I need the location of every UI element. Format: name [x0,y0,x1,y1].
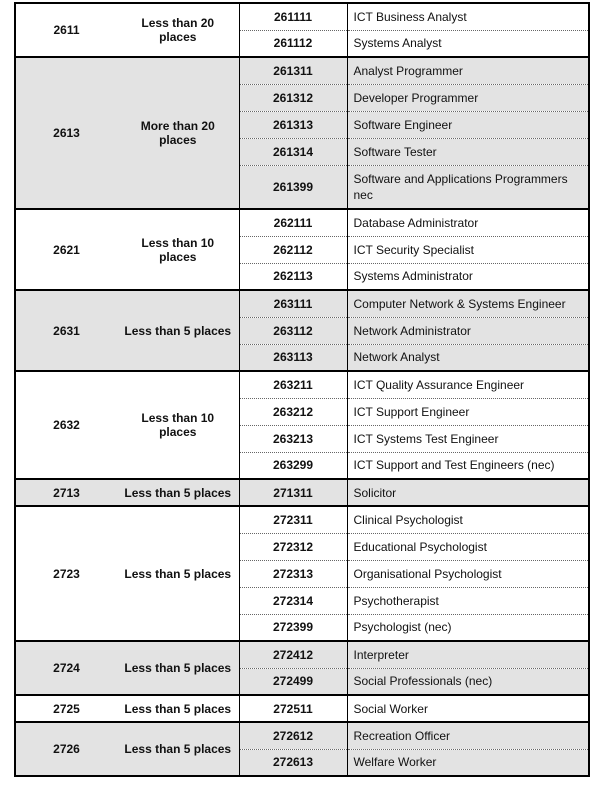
occupation-code: 272312 [239,533,347,560]
occupation-name: Systems Administrator [347,263,589,290]
unit-group-code: 2613 [15,57,117,209]
unit-group-code: 2726 [15,722,117,776]
occupation-code: 272613 [239,749,347,776]
occupation-code: 263213 [239,425,347,452]
occupation-name: Welfare Worker [347,749,589,776]
table-row [15,3,589,30]
places-available: Less than 10 places [117,209,239,290]
occupation-name: ICT Security Specialist [347,236,589,263]
occupation-name: Network Administrator [347,317,589,344]
occupation-name: ICT Systems Test Engineer [347,425,589,452]
occupation-code: 261111 [239,3,347,30]
places-available: Less than 5 places [117,479,239,506]
occupation-code: 262112 [239,236,347,263]
table-row [15,57,589,84]
occupation-code: 261311 [239,57,347,84]
occupation-name: ICT Quality Assurance Engineer [347,371,589,398]
places-available: More than 20 places [117,57,239,209]
table-row [15,641,589,668]
occupation-code: 262113 [239,263,347,290]
occupation-code: 261313 [239,111,347,138]
occupation-code: 271311 [239,479,347,506]
occupation-name: Clinical Psychologist [347,506,589,533]
occupation-name: Psychologist (nec) [347,614,589,641]
occupation-name: Developer Programmer [347,84,589,111]
occupation-name: Computer Network & Systems Engineer [347,290,589,317]
occupation-code: 272412 [239,641,347,668]
occupation-name: Analyst Programmer [347,57,589,84]
places-available: Less than 20 places [117,3,239,57]
unit-group-code: 2632 [15,371,117,479]
occupation-code: 263299 [239,452,347,479]
occupation-code: 263113 [239,344,347,371]
occupation-code: 261314 [239,138,347,165]
occupation-name: ICT Business Analyst [347,3,589,30]
occupation-name: Network Analyst [347,344,589,371]
unit-group-code: 2621 [15,209,117,290]
table-row [15,722,589,749]
unit-group-code: 2723 [15,506,117,641]
occupation-name: Psychotherapist [347,587,589,614]
occupation-name: Systems Analyst [347,30,589,57]
places-available: Less than 5 places [117,722,239,776]
occupation-code: 272612 [239,722,347,749]
occupation-code: 261312 [239,84,347,111]
table-row [15,371,589,398]
occupation-code: 261399 [239,165,347,209]
occupation-name: Social Professionals (nec) [347,668,589,695]
occupation-code: 263112 [239,317,347,344]
places-available: Less than 5 places [117,290,239,371]
occupation-name: Solicitor [347,479,589,506]
unit-group-code: 2724 [15,641,117,695]
occupation-name: Software and Applications Programmers nec [347,165,589,209]
occupation-code: 263212 [239,398,347,425]
unit-group-code: 2713 [15,479,117,506]
occupation-code: 272399 [239,614,347,641]
table-row [15,479,589,506]
occupation-code: 272314 [239,587,347,614]
table-row [15,506,589,533]
table-row [15,209,589,236]
places-available: Less than 5 places [117,641,239,695]
occupation-code: 263211 [239,371,347,398]
occupation-name: Software Tester [347,138,589,165]
unit-group-code: 2725 [15,695,117,722]
occupation-name: Interpreter [347,641,589,668]
occupation-code: 272313 [239,560,347,587]
places-available: Less than 5 places [117,506,239,641]
unit-group-code: 2631 [15,290,117,371]
occupation-code: 262111 [239,209,347,236]
occupation-table-body [15,3,589,776]
occupation-code: 272499 [239,668,347,695]
occupation-name: Recreation Officer [347,722,589,749]
occupation-code: 263111 [239,290,347,317]
occupation-code: 272511 [239,695,347,722]
occupation-name: Social Worker [347,695,589,722]
occupation-name: ICT Support and Test Engineers (nec) [347,452,589,479]
table-row [15,695,589,722]
unit-group-code: 2611 [15,3,117,57]
occupation-name: ICT Support Engineer [347,398,589,425]
occupation-name: Educational Psychologist [347,533,589,560]
occupation-name: Organisational Psychologist [347,560,589,587]
occupation-code: 261112 [239,30,347,57]
occupation-table [14,2,590,777]
places-available: Less than 5 places [117,695,239,722]
table-row [15,290,589,317]
occupation-name: Software Engineer [347,111,589,138]
occupation-name: Database Administrator [347,209,589,236]
places-available: Less than 10 places [117,371,239,479]
occupation-code: 272311 [239,506,347,533]
